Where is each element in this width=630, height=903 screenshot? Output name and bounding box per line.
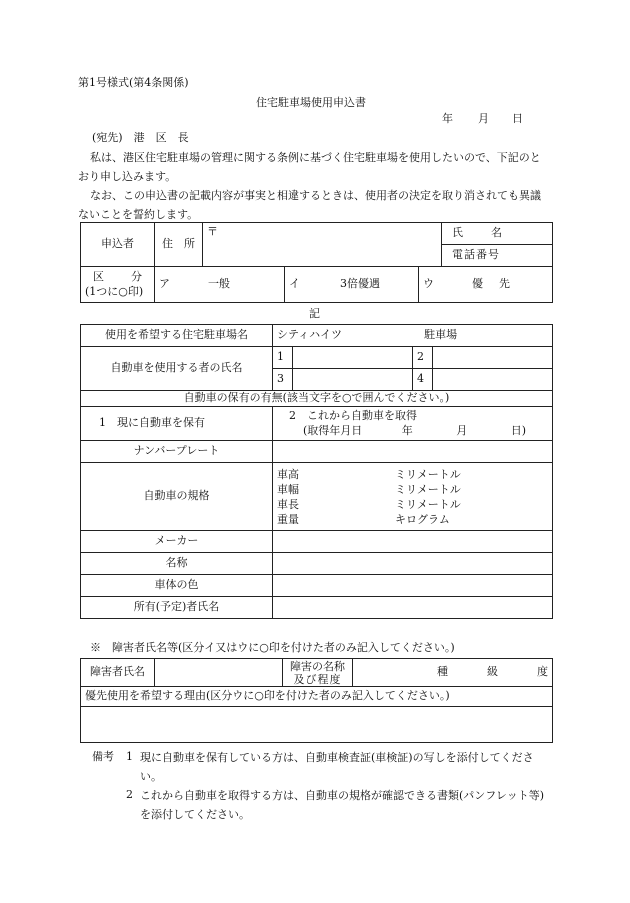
- ownership-to-acquire[interactable]: 2 これから自動車を取得 (取得年月日 年 月 日): [273, 407, 553, 441]
- form-title: 住宅駐車場使用申込書: [256, 96, 366, 109]
- remark-num-2: 2: [126, 788, 133, 801]
- spec-label: 自動車の規格: [81, 463, 273, 531]
- user-num-4: 4: [413, 369, 433, 391]
- disability-condition-label: 障害の名称 及び程度: [283, 659, 353, 687]
- category-option-priority[interactable]: ウ 優 先: [419, 267, 553, 303]
- spec-field[interactable]: 車高 ミリメートル 車幅 ミリメートル 車長 ミリメートル 重量 キログラム: [273, 463, 553, 531]
- owner-name-label: 所有(予定)者氏名: [81, 597, 273, 619]
- owner-name-field[interactable]: [273, 597, 553, 619]
- name-label: 氏 名: [442, 223, 553, 245]
- disability-table: [80, 658, 553, 743]
- remark-text-1: 現に自動車を保有している方は、自動車検査証(車検証)の写しを添付してください。: [140, 751, 534, 783]
- form-number: 第1号様式(第4条関係): [78, 76, 189, 89]
- disabled-person-name-field[interactable]: [155, 659, 283, 687]
- maker-field[interactable]: [273, 531, 553, 553]
- applicant-label: 申込者: [81, 223, 155, 267]
- priority-reason-label: 優先使用を希望する理由(区分ウに○印を付けた者のみ記入してください。): [81, 687, 553, 707]
- user-field-1[interactable]: [293, 347, 413, 369]
- date-day-label: 日: [512, 112, 523, 125]
- user-field-3[interactable]: [293, 369, 413, 391]
- intro-paragraph-2: なお、この申込書の記載内容が事実と相違するときは、使用者の決定を取り消されても異議ないことを誓約します。: [78, 189, 541, 221]
- parking-table: [80, 324, 553, 619]
- user-field-4[interactable]: [433, 369, 553, 391]
- category-table: [80, 266, 553, 303]
- user-num-3: 3: [273, 369, 293, 391]
- user-num-2: 2: [413, 347, 433, 369]
- desired-parking-field[interactable]: シティハイツ 駐車場: [273, 325, 553, 347]
- category-option-general[interactable]: ア 一般: [155, 267, 285, 303]
- postal-mark: 〒: [207, 225, 218, 238]
- user-num-1: 1: [273, 347, 293, 369]
- remark-text-2: これから自動車を取得する方は、自動車の規格が確認できる書類(パンフレット等)を添付してください。: [140, 789, 545, 821]
- plate-field[interactable]: [273, 441, 553, 463]
- address-field[interactable]: [203, 223, 442, 267]
- addressee: (宛先) 港 区 長: [92, 131, 189, 144]
- date-year-label: 年: [442, 112, 453, 125]
- desired-parking-label: 使用を希望する住宅駐車場名: [81, 325, 273, 347]
- ownership-owned[interactable]: 1 現に自動車を保有: [81, 407, 273, 441]
- body-color-field[interactable]: [273, 575, 553, 597]
- address-label: 住 所: [155, 223, 203, 267]
- ki-label: 記: [309, 307, 320, 320]
- category-label: 区 分 (1つに○印): [81, 267, 155, 303]
- model-name-label: 名称: [81, 553, 273, 575]
- category-option-triple-preference[interactable]: イ 3倍優遇: [285, 267, 419, 303]
- remarks-label: 備考: [92, 750, 114, 763]
- remark-num-1: 1: [126, 750, 133, 763]
- body-color-label: 車体の色: [81, 575, 273, 597]
- disability-note: ※ 障害者氏名等(区分イ又はウに○印を付けた者のみ記入してください。): [90, 641, 455, 654]
- ownership-header: 自動車の保有の有無(該当文字を○で囲んでください。): [81, 391, 553, 407]
- date-month-label: 月: [478, 112, 489, 125]
- model-name-field[interactable]: [273, 553, 553, 575]
- acquire-date-open: (取得年月日: [303, 423, 363, 437]
- disability-grade-field[interactable]: 種 級 度: [353, 659, 553, 687]
- vehicle-users-label: 自動車を使用する者の氏名: [81, 347, 273, 391]
- intro-paragraph-1: 私は、港区住宅駐車場の管理に関する条例に基づく住宅駐車場を使用したいので、下記のとおり申し込みます。: [78, 151, 541, 183]
- priority-reason-field[interactable]: [81, 707, 553, 743]
- disabled-person-name-label: 障害者氏名: [81, 659, 155, 687]
- user-field-2[interactable]: [433, 347, 553, 369]
- maker-label: メーカー: [81, 531, 273, 553]
- applicant-table: [80, 222, 553, 267]
- phone-label: 電話番号: [442, 245, 553, 267]
- plate-label: ナンバープレート: [81, 441, 273, 463]
